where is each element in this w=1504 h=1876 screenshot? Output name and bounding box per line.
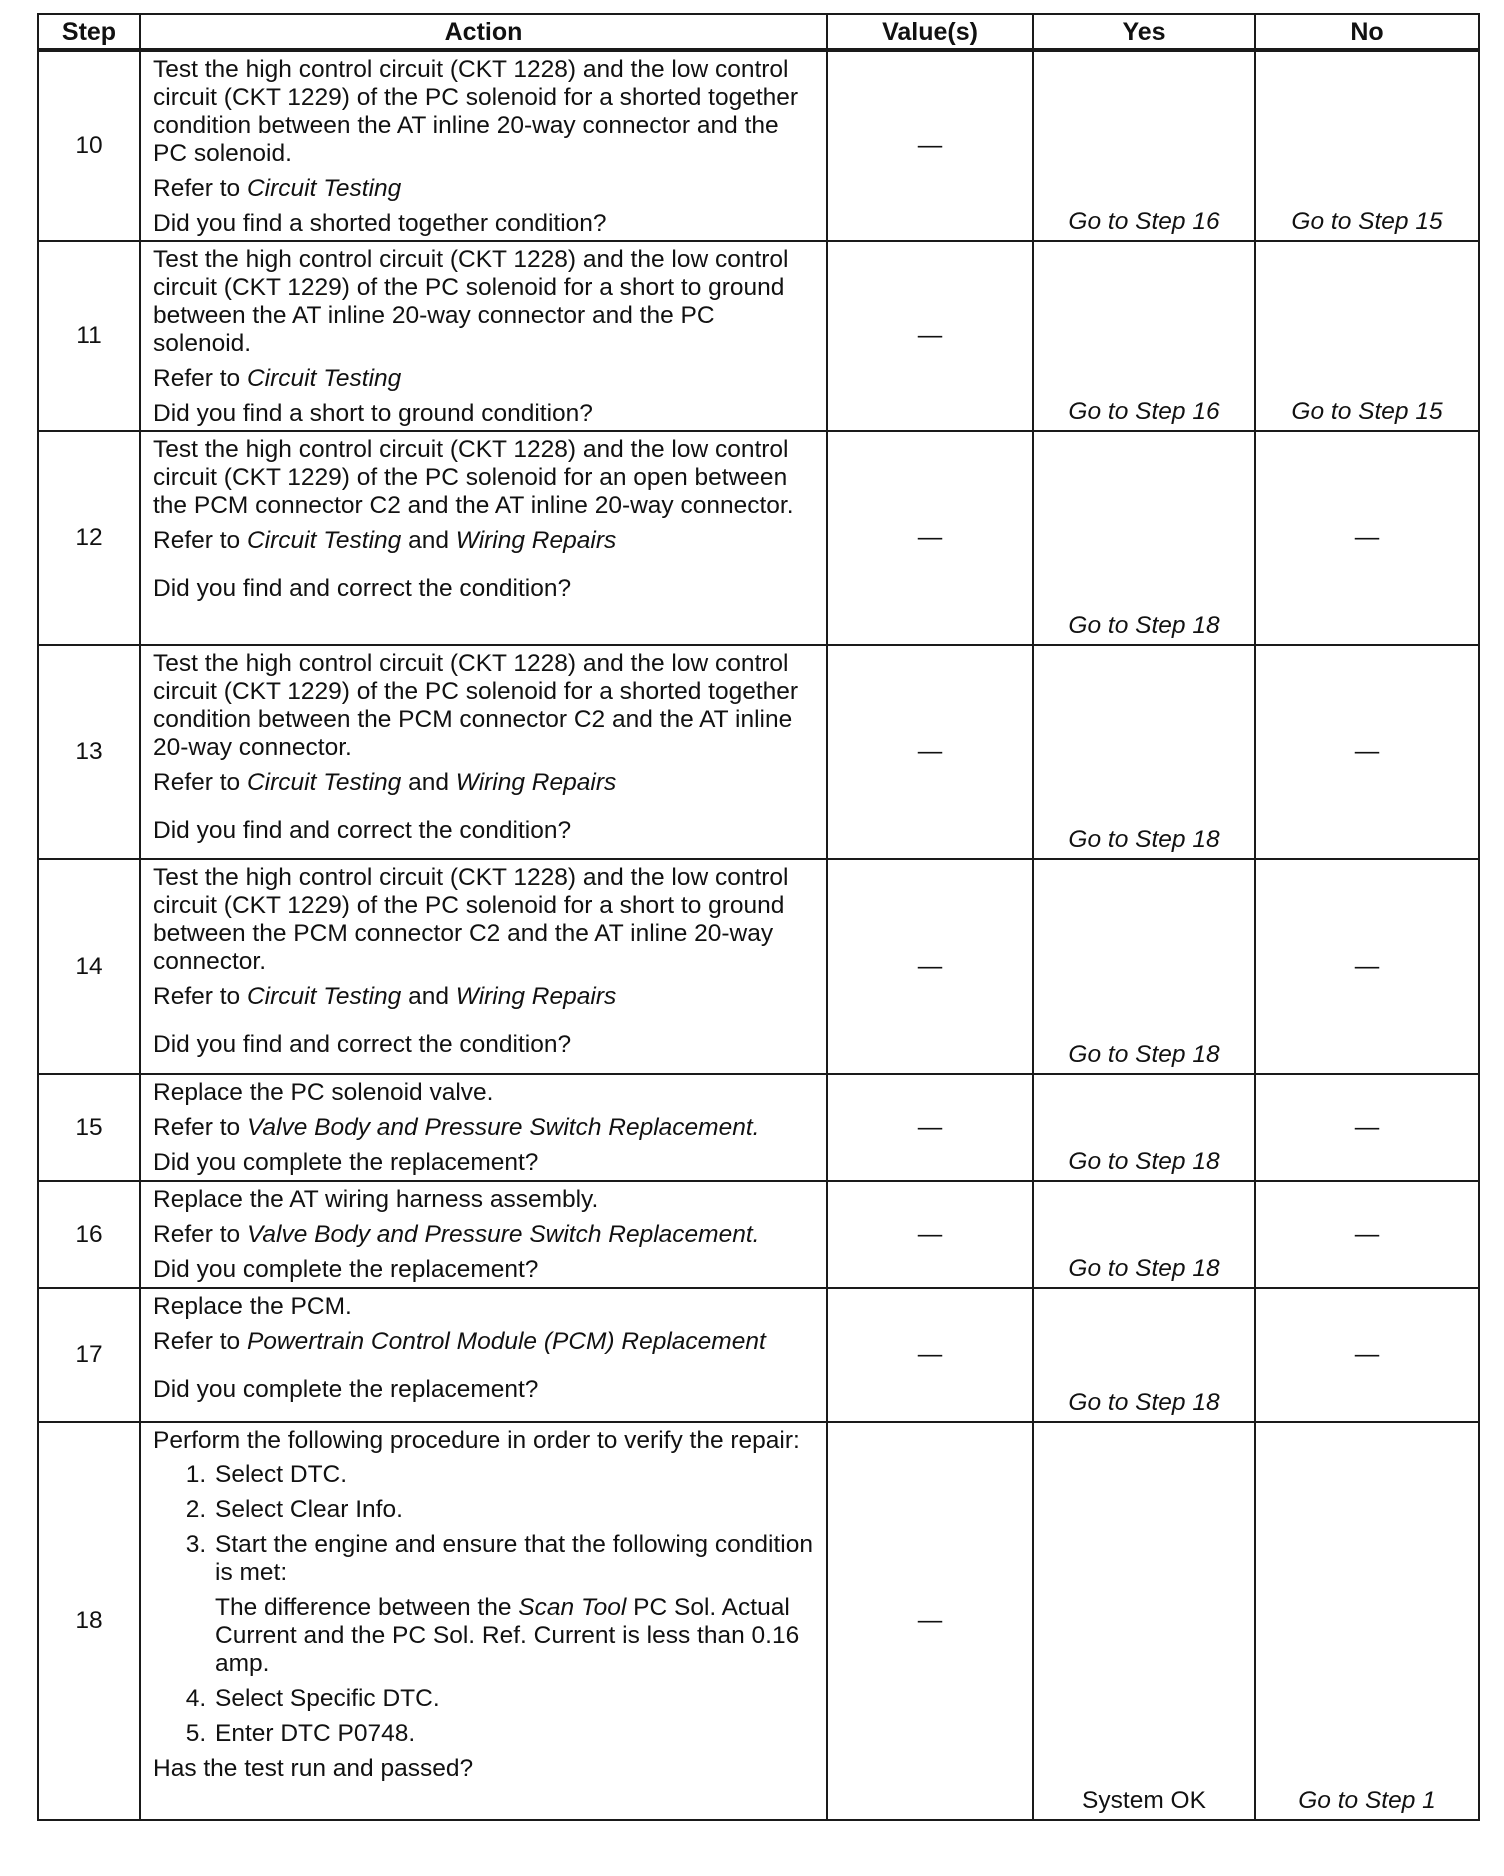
table-row [38, 1074, 1479, 1181]
reference-link: Circuit Testing [246, 175, 402, 202]
action-cell [140, 50, 827, 241]
yes-cell: Go to Step 16 [1033, 50, 1255, 241]
reference-link: Wiring Repairs [455, 527, 617, 554]
reference-link: Valve Body and Pressure Switch Replacement. [246, 1221, 760, 1248]
yes-cell: Go to Step 18 [1033, 645, 1255, 859]
action-description: Test the high control circuit (CKT 1228) and the low control circuit (CKT 1229) of the PC solenoid for a shorted together condition between the PCM connector C2 and the AT inline 20-way connector. [153, 650, 799, 761]
action-description: Replace the AT wiring harness assembly. [153, 1186, 599, 1213]
header-yes: Yes [1033, 14, 1255, 50]
reference-link: Circuit Testing [246, 365, 402, 392]
yes-cell: Go to Step 16 [1033, 241, 1255, 431]
action-question: Did you find a shorted together condition? [153, 210, 607, 237]
action-cell [140, 241, 827, 431]
value-cell: — [827, 859, 1033, 1074]
table-row [38, 50, 1479, 241]
action-cell [140, 645, 827, 859]
action-description: Test the high control circuit (CKT 1228) and the low control circuit (CKT 1229) of the PC solenoid for a short to ground between the PCM connector C2 and the AT inline 20-way connector. [153, 864, 789, 975]
value-cell: — [827, 431, 1033, 645]
step-number: 16 [38, 1181, 140, 1288]
action-description: Replace the PCM. [153, 1293, 352, 1320]
table-row [38, 1422, 1479, 1820]
reference-link: Powertrain Control Module (PCM) Replacement [246, 1328, 766, 1355]
step-number: 14 [38, 859, 140, 1074]
value-cell: — [827, 1422, 1033, 1820]
header-no: No [1255, 14, 1479, 50]
action-question: Did you find a short to ground condition? [153, 400, 593, 427]
action-reference: Refer to Valve Body and Pressure Switch Replacement. [153, 1114, 760, 1141]
reference-link: Wiring Repairs [455, 769, 617, 796]
table-row [38, 1288, 1479, 1422]
step-number: 12 [38, 431, 140, 645]
no-cell: — [1255, 1074, 1479, 1181]
action-cell [140, 859, 827, 1074]
yes-cell: Go to Step 18 [1033, 431, 1255, 645]
reference-link: Valve Body and Pressure Switch Replacement. [246, 1114, 760, 1141]
scan-tool-term: Scan Tool [518, 1594, 627, 1621]
action-question: Did you find and correct the condition? [153, 1031, 572, 1058]
action-reference: Refer to Circuit Testing and Wiring Repairs [153, 527, 617, 554]
value-cell: — [827, 50, 1033, 241]
list-item: 5. Enter DTC P0748. [213, 1720, 816, 1748]
action-reference: Refer to Valve Body and Pressure Switch Replacement. [153, 1221, 760, 1248]
yes-cell: Go to Step 18 [1033, 1288, 1255, 1422]
action-description: Perform the following procedure in order to verify the repair: [153, 1427, 800, 1454]
header-step: Step [38, 14, 140, 50]
yes-cell: Go to Step 18 [1033, 859, 1255, 1074]
value-cell: — [827, 1288, 1033, 1422]
action-description: Test the high control circuit (CKT 1228) and the low control circuit (CKT 1229) of the PC solenoid for an open between the PCM connector C2 and the AT inline 20-way connector. [153, 436, 794, 519]
reference-link: Circuit Testing [246, 983, 402, 1010]
action-cell [140, 1181, 827, 1288]
action-cell [140, 1074, 827, 1181]
no-cell: — [1255, 1288, 1479, 1422]
no-cell: — [1255, 431, 1479, 645]
action-question: Did you find and correct the condition? [153, 817, 572, 844]
no-cell: — [1255, 1181, 1479, 1288]
action-reference: Refer to Circuit Testing [153, 365, 402, 392]
no-cell: Go to Step 1 [1255, 1422, 1479, 1820]
value-cell: — [827, 645, 1033, 859]
table-row [38, 645, 1479, 859]
action-cell [140, 1288, 827, 1422]
no-cell: — [1255, 645, 1479, 859]
header-values: Value(s) [827, 14, 1033, 50]
action-cell [140, 431, 827, 645]
table-row [38, 1181, 1479, 1288]
action-description: Test the high control circuit (CKT 1228) and the low control circuit (CKT 1229) of the PC solenoid for a shorted together condition between the AT inline 20-way connector and the PC solenoid. [153, 56, 799, 167]
step-number: 15 [38, 1074, 140, 1181]
step-number: 11 [38, 241, 140, 431]
procedure-list [153, 1461, 816, 1748]
reference-link: Circuit Testing [246, 769, 402, 796]
action-reference: Refer to Powertrain Control Module (PCM) Replacement [153, 1328, 766, 1355]
action-question: Did you complete the replacement? [153, 1149, 539, 1176]
table-row [38, 241, 1479, 431]
header-action: Action [140, 14, 827, 50]
action-reference: Refer to Circuit Testing and Wiring Repairs [153, 769, 617, 796]
step-number: 17 [38, 1288, 140, 1422]
no-cell: Go to Step 15 [1255, 50, 1479, 241]
yes-cell: Go to Step 18 [1033, 1074, 1255, 1181]
no-cell: — [1255, 859, 1479, 1074]
step-number: 13 [38, 645, 140, 859]
value-cell: — [827, 1074, 1033, 1181]
reference-link: Wiring Repairs [455, 983, 617, 1010]
action-description: Replace the PC solenoid valve. [153, 1079, 494, 1106]
list-item: 2. Select Clear Info. [213, 1496, 816, 1524]
action-reference: Refer to Circuit Testing and Wiring Repairs [153, 983, 617, 1010]
table-row [38, 859, 1479, 1074]
yes-cell: System OK [1033, 1422, 1255, 1820]
action-description: Test the high control circuit (CKT 1228) and the low control circuit (CKT 1229) of the PC solenoid for a short to ground between the AT inline 20-way connector and the PC solenoid. [153, 246, 789, 357]
table-row [38, 431, 1479, 645]
action-question: Did you find and correct the condition? [153, 575, 572, 602]
action-question: Has the test run and passed? [153, 1755, 474, 1782]
action-reference: Refer to Circuit Testing [153, 175, 402, 202]
no-cell: Go to Step 15 [1255, 241, 1479, 431]
action-question: Did you complete the replacement? [153, 1376, 539, 1403]
action-question: Did you complete the replacement? [153, 1256, 539, 1283]
step-number: 10 [38, 50, 140, 241]
list-item: 1. Select DTC. [213, 1461, 816, 1489]
header-row [38, 14, 1479, 50]
value-cell: — [827, 1181, 1033, 1288]
condition-note: The difference between the Scan Tool PC Sol. Actual Current and the PC Sol. Ref. Current is less than 0.16 amp. [215, 1594, 800, 1677]
reference-link: Circuit Testing [246, 527, 402, 554]
diagnostic-table [37, 13, 1480, 1821]
yes-cell: Go to Step 18 [1033, 1181, 1255, 1288]
value-cell: — [827, 241, 1033, 431]
list-item: 3. Start the engine and ensure that the following condition is met: The difference between the Scan Tool PC Sol. Actual Current and the PC Sol. Ref. Current is less than 0.16 amp. [213, 1531, 816, 1678]
list-item: 4. Select Specific DTC. [213, 1685, 816, 1713]
action-cell [140, 1422, 827, 1820]
step-number: 18 [38, 1422, 140, 1820]
